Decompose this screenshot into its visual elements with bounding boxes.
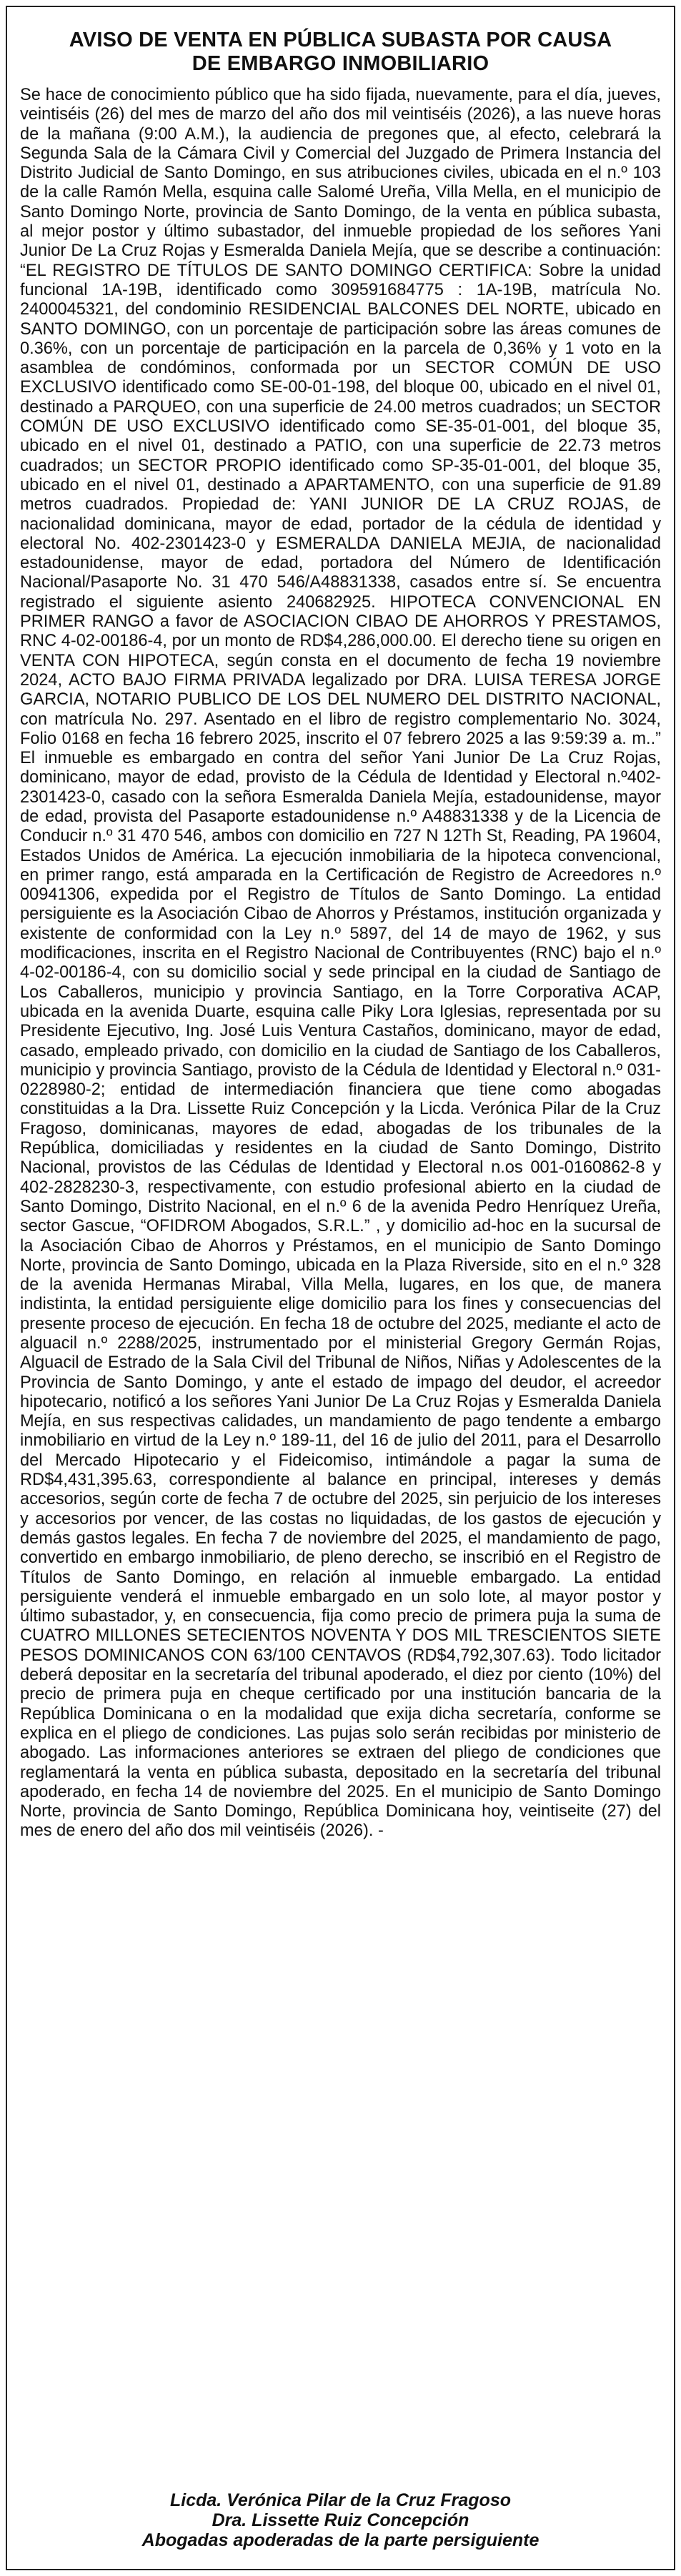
notice-title-line-2: DE EMBARGO INMOBILIARIO <box>192 52 489 75</box>
notice-title-line-1: AVISO DE VENTA EN PÚBLICA SUBASTA POR CAUSA <box>69 29 612 51</box>
signature-block <box>21 2490 660 2550</box>
signature-line-1: Licda. Verónica Pilar de la Cruz Fragoso <box>170 2490 511 2510</box>
notice-title <box>21 29 660 76</box>
signature-line-3: Abogadas apoderadas de la parte persiguiente <box>141 2530 540 2550</box>
signature-line-2: Dra. Lissette Ruiz Concepción <box>212 2510 469 2530</box>
notice-body-paragraph: Se hace de conocimiento público que ha sido fijada, nuevamente, para el día, jueves, veintiséis (26) del mes de marzo del año dos mil veintiséis (2026), a las nueve horas de la mañana (9:00 A.M.), la audiencia de pregones que, al efecto, celebrará la Segunda Sala de la Cámara Civil y Comercial del Juzgado de Primera Instancia del Distrito Judicial de Santo Domingo, en sus atribuciones civiles, ubicada en el n.º 103 de la calle Ramón Mella, esquina calle Salomé Ureña, Villa Mella, en el municipio de Santo Domingo Norte, provincia de Santo Domingo, de la venta en pública subasta, al mejor postor y último subastador, del inmueble propiedad de los señores Yani Junior De La Cruz Rojas y Esmeralda Daniela Mejía, que se describe a continuación: “EL REGISTRO DE TÍTULOS DE SANTO DOMINGO CERTIFICA: Sobre la unidad funcional 1A-19B, identificado como 309591684775 : 1A-19B, matrícula No. 2400045321, del condominio RESIDENCIAL BALCONES DEL NORTE, ubicado en SANTO DOMINGO, con un porcentaje de participación sobre las áreas comunes de 0.36%, con un porcentaje de participación en la parcela de 0,36% y 1 voto en la asamblea de condóminos, conformada por un SECTOR COMÚN DE USO EXCLUSIVO identificado como SE-00-01-198, del bloque 00, ubicado en el nivel 01, destinado a PARQUEO, con una superficie de 24.00 metros cuadrados; un SECTOR COMÚN DE USO EXCLUSIVO identificado como SE-35-01-001, del bloque 35, ubicado en el nivel 01, destinado a PATIO, con una superficie de 22.73 metros cuadrados; un SECTOR PROPIO identificado como SP-35-01-001, del bloque 35, ubicado en el nivel 01, destinado a APARTAMENTO, con una superficie de 91.89 metros cuadrados. Propiedad de: YANI JUNIOR DE LA CRUZ ROJAS, de nacionalidad dominicana, mayor de edad, portador de la cédula de identidad y electoral No. 402-2301423-0 y ESMERALDA DANIELA MEJIA, de nacionalidad estadounidense, mayor de edad, portadora del Número de Identificación Nacional/Pasaporte No. 31 470 546/A48831338, casados entre sí. Se encuentra registrado el siguiente asiento 240682925. HIPOTECA CONVENCIONAL EN PRIMER RANGO a favor de ASOCIACION CIBAO DE AHORROS Y PRESTAMOS, RNC 4-02-00186-4, por un monto de RD$4,286,000.00. El derecho tiene su origen en VENTA CON HIPOTECA, según consta en el documento de fecha 19 noviembre 2024, ACTO BAJO FIRMA PRIVADA legalizado por DRA. LUISA TERESA JORGE GARCIA, NOTARIO PUBLICO DE LOS DEL NUMERO DEL DISTRITO NACIONAL, con matrícula No. 297. Asentado en el libro de registro complementario No. 3024, Folio 0168 en fecha 16 febrero 2025, inscrito el 07 febrero 2025 a las 9:59:39 a. m..” El inmueble es embargado en contra del señor Yani Junior De La Cruz Rojas, dominicano, mayor de edad, provisto de la Cédula de Identidad y Electoral n.º402-2301423-0, casado con la señora Esmeralda Daniela Mejía, estadounidense, mayor de edad, provista del Pasaporte estadounidense n.º A48831338 y de la Licencia de Conducir n.º 31 470 546, ambos con domicilio en 727 N 12Th St, Reading, PA 19604, Estados Unidos de América. La ejecución inmobiliaria de la hipoteca convencional, en primer rango, está amparada en la Certificación de Registro de Acreedores n.º 00941306, expedida por el Registro de Títulos de Santo Domingo. La entidad persiguiente es la Asociación Cibao de Ahorros y Préstamos, institución organizada y existente de conformidad con la Ley n.º 5897, del 14 de mayo de 1962, y sus modificaciones, inscrita en el Registro Nacional de Contribuyentes (RNC) bajo el n.º 4-02-00186-4, con su domicilio social y sede principal en la ciudad de Santiago de Los Caballeros, municipio y provincia Santiago, en la Torre Corporativa ACAP, ubicada en la avenida Duarte, esquina calle Piky Lora Iglesias, representada por su Presidente Ejecutivo, Ing. José Luis Ventura Castaños, dominicano, mayor de edad, casado, empleado privado, con domicilio en la ciudad de Santiago de los Caballeros, municipio y provincia Santiago, provisto de la Cédula de Identidad y Electoral n.º 031-0228980-2; entidad de intermediación financiera que tiene como abogadas constituidas a la Dra. Lissette Ruiz Concepción y la Licda. Verónica Pilar de la Cruz Fragoso, dominicanas, mayores de edad, abogadas de los tribunales de la República, domiciliadas y residentes en la ciudad de Santo Domingo, Distrito Nacional, provistos de las Cédulas de Identidad y Electoral n.os 001-0160862-8 y 402-2828230-3, respectivamente, con estudio profesional abierto en la ciudad de Santo Domingo, Distrito Nacional, en el n.º 6 de la avenida Pedro Henríquez Ureña, sector Gascue, “OFIDROM Abogados, S.R.L.” , y domicilio ad-hoc en la sucursal de la Asociación Cibao de Ahorros y Préstamos, en el municipio de Santo Domingo Norte, provincia de Santo Domingo, ubicada en la Plaza Riverside, sito en el n.º 328 de la avenida Hermanas Mirabal, Villa Mella, lugares, en los que, de manera indistinta, la entidad persiguiente elige domicilio para los fines y consecuencias del presente proceso de ejecución. En fecha 18 de octubre del 2025, mediante el acto de alguacil n.º 2288/2025, instrumentado por el ministerial Gregory Germán Rojas, Alguacil de Estrado de la Sala Civil del Tribunal de Niños, Niñas y Adolescentes de la Provincia de Santo Domingo, y ante el estado de impago del deudor, el acreedor hipotecario, notificó a los señores Yani Junior De La Cruz Rojas y Esmeralda Daniela Mejía, en sus respectivas calidades, un mandamiento de pago tendente a embargo inmobiliario en virtud de la Ley n.º 189-11, del 16 de julio del 2011, para el Desarrollo del Mercado Hipotecario y el Fideicomiso, intimándole a pagar la suma de RD$4,431,395.63, correspondiente al balance en principal, intereses y demás accesorios, según corte de fecha 7 de octubre del 2025, sin perjuicio de los intereses y accesorios por vencer, de las costas no liquidadas, de los gastos de ejecución y demás gastos legales. En fecha 7 de noviembre del 2025, el mandamiento de pago, convertido en embargo inmobiliario, de pleno derecho, se inscribió en el Registro de Títulos de Santo Domingo, en relación al inmueble embargado. La entidad persiguiente venderá el inmueble embargado en un solo lote, al mayor postor y último subastador, y, en consecuencia, fija como precio de primera puja la suma de CUATRO MILLONES SETECIENTOS NOVENTA Y DOS MIL TRESCIENTOS SIETE PESOS DOMINICANOS CON 63/100 CENTAVOS (RD$4,792,307.63). Todo licitador deberá depositar en la secretaría del tribunal apoderado, el diez por ciento (10%) del precio de primera puja en cheque certificado por una institución bancaria de la República Dominicana o en la modalidad que exija dicha secretaría, conforme se explica en el pliego de condiciones. Las pujas solo serán recibidas por ministerio de abogado. Las informaciones anteriores se extraen del pliego de condiciones que reglamentará la venta en pública subasta, depositado en la secretaría del tribunal apoderado, en fecha 14 de noviembre del 2025. En el municipio de Santo Domingo Norte, provincia de Santo Domingo, República Dominicana hoy, veintiseite (27) del mes de enero del año dos mil veintiséis (2026). - <box>20 86 661 1841</box>
notice-body <box>20 86 661 1841</box>
